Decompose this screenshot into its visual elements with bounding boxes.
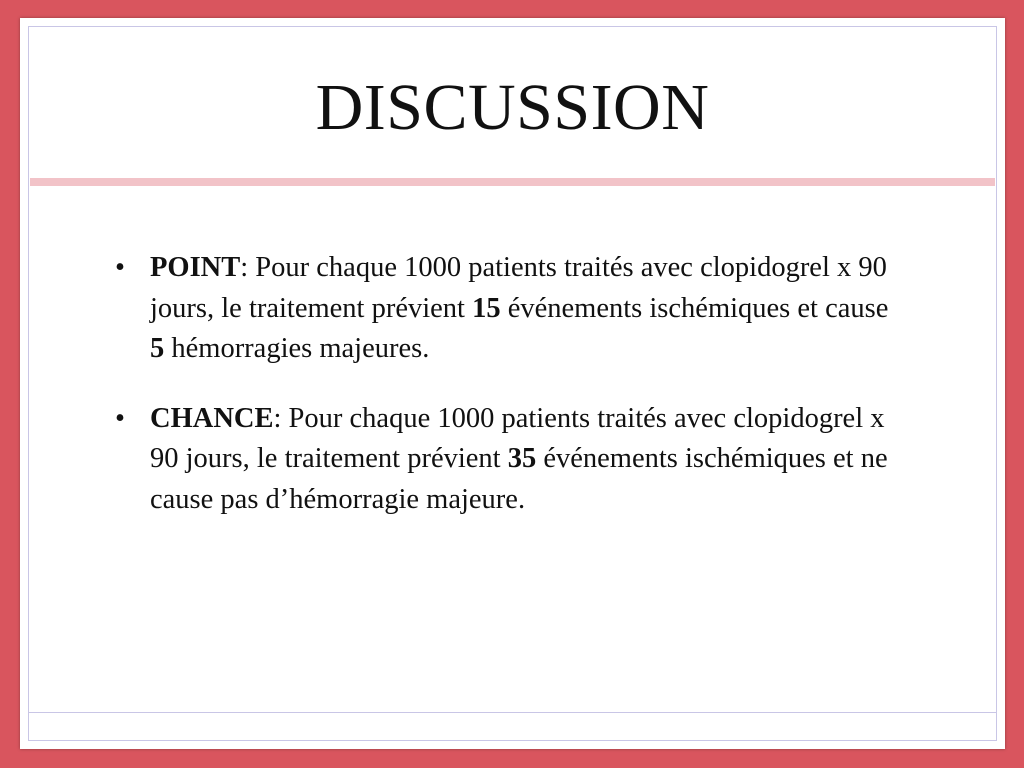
bullet-text: hémorragies majeures.: [164, 333, 430, 364]
bullet-label: POINT: [150, 252, 241, 283]
title-divider: [30, 178, 995, 186]
bullet-value-events: 15: [472, 292, 501, 324]
bullet-list: [110, 248, 900, 549]
bullet-dot-icon: •: [115, 252, 125, 283]
slide: [20, 18, 1005, 749]
bullet-point: [110, 248, 900, 370]
bullet-label: CHANCE: [150, 402, 274, 434]
slide-title: DISCUSSION: [315, 71, 710, 144]
bullet-text: : Pour chaque 1000 patients traités avec clopidogrel x 90 jours, le traitement prévient: [150, 252, 887, 324]
footer-divider: [28, 712, 997, 713]
bullet-text: : Pour chaque 1000 patients traités avec clopidogrel x 90 jours, le traitement prévient: [150, 402, 885, 474]
bullet-text: événements ischémiques et cause: [500, 292, 889, 324]
bullet-value-hemorrhages: 5: [150, 333, 165, 364]
bullet-dot-icon: •: [115, 402, 125, 434]
bullet-text: événements ischémiques et ne cause pas d’hémorragie majeure.: [150, 443, 888, 515]
bullet-chance: [110, 399, 900, 521]
bullet-value-events: 35: [507, 443, 537, 474]
